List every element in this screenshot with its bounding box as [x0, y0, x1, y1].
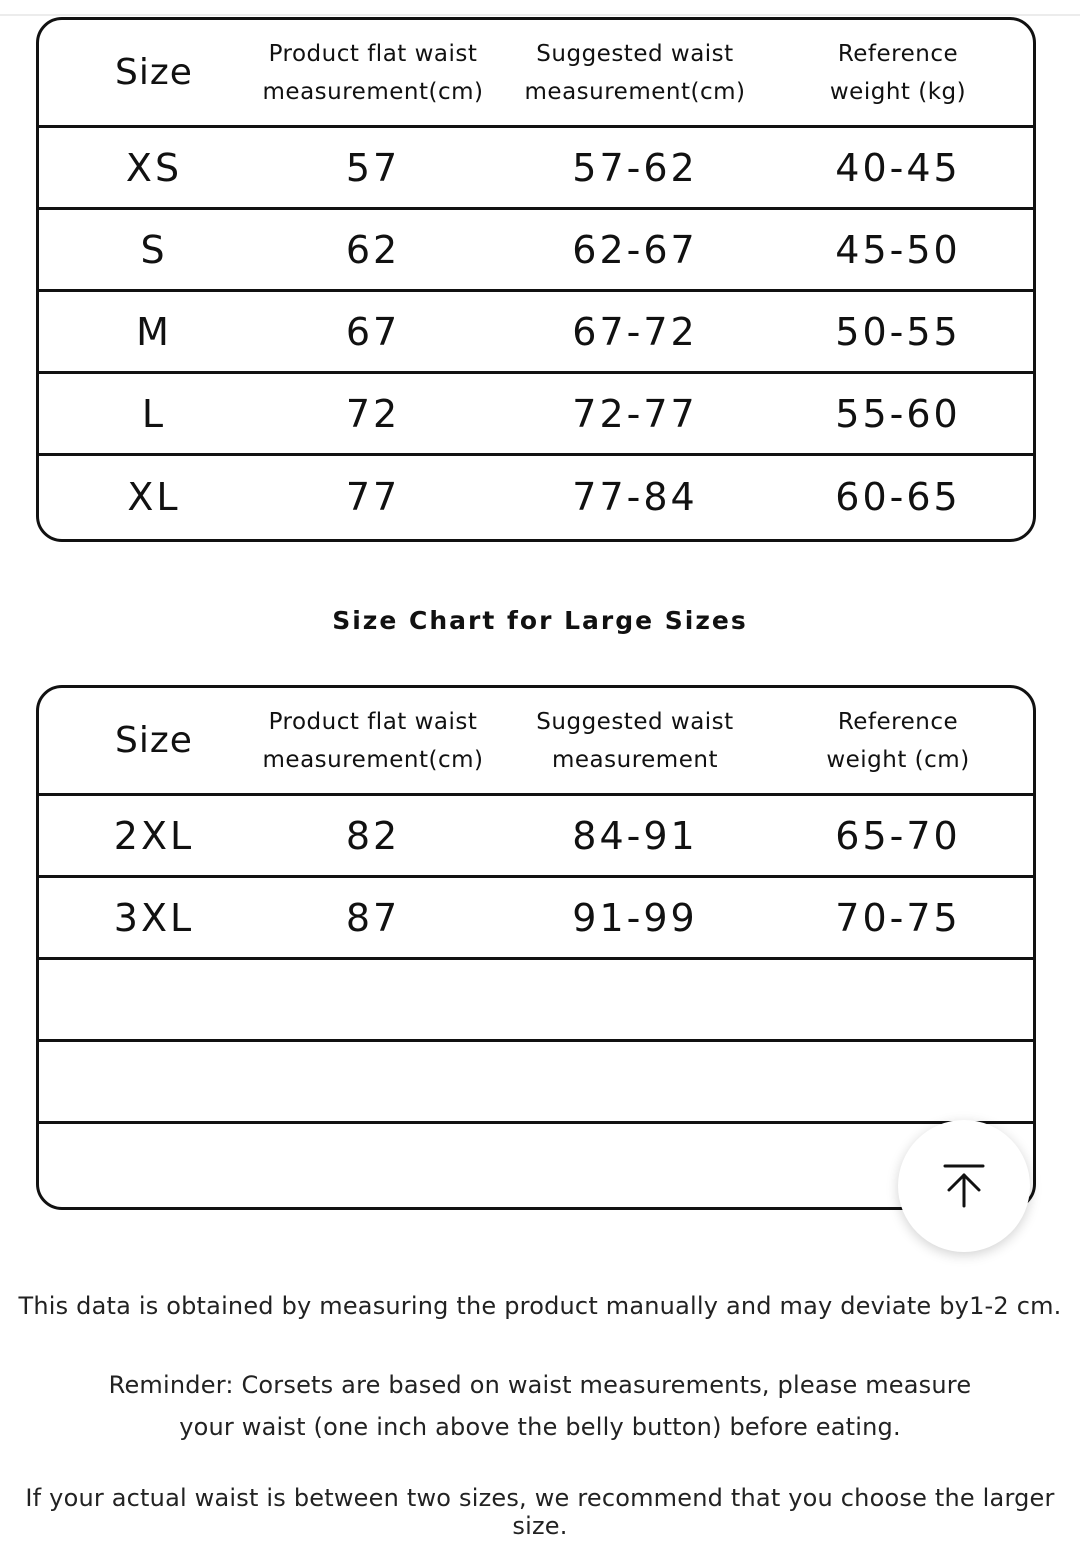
top-divider	[0, 14, 1080, 16]
weight-cell: 60-65	[835, 475, 961, 519]
table-header-row	[39, 20, 1033, 128]
measurement-note: This data is obtained by measuring the product manually and may deviate by1-2 cm.	[18, 1292, 1062, 1320]
weight-cell: 55-60	[835, 391, 961, 436]
size-cell: 3XL	[113, 895, 195, 940]
header-size: Size	[115, 720, 193, 761]
flat-waist-cell: 87	[345, 895, 401, 940]
flat-waist-cell	[253, 1124, 493, 1206]
flat-waist-cell: 67	[345, 309, 401, 354]
weight-cell: 65-70	[835, 813, 961, 858]
weight-cell	[775, 960, 1021, 1039]
suggested-waist-cell: 67-72	[572, 309, 698, 354]
header-suggested-waist: Suggested waist measurement	[536, 708, 734, 773]
suggested-waist-cell	[505, 1042, 765, 1121]
suggested-waist-cell: 91-99	[572, 895, 698, 940]
header-reference-weight: Reference weight (cm)	[826, 708, 970, 773]
reminder-note: Reminder: Corsets are based on waist measurements, please measure your waist (one inch above the belly button) before eating.	[108, 1371, 972, 1441]
flat-waist-cell: 62	[345, 227, 401, 272]
suggested-waist-cell: 72-77	[572, 391, 698, 436]
flat-waist-cell	[253, 960, 493, 1039]
size-chart-table	[36, 17, 1036, 542]
header-flat-waist: Product flat waist measurement(cm)	[262, 708, 484, 773]
table-row-empty	[39, 960, 1033, 1042]
scroll-to-top-button[interactable]	[898, 1120, 1030, 1252]
suggested-waist-cell	[505, 960, 765, 1039]
table-row-empty	[39, 1042, 1033, 1124]
table-row	[39, 128, 1033, 210]
table-header-row	[39, 688, 1033, 796]
suggested-waist-cell: 77-84	[572, 475, 698, 519]
suggested-waist-cell: 57-62	[572, 145, 698, 190]
arrow-up-to-top-icon	[942, 1163, 986, 1209]
recommendation-note: If your actual waist is between two sizes, we recommend that you choose the larger size.	[25, 1484, 1055, 1540]
size-cell: M	[136, 309, 172, 354]
suggested-waist-cell	[505, 1124, 765, 1206]
weight-cell: 50-55	[835, 309, 961, 354]
suggested-waist-cell: 84-91	[572, 813, 698, 858]
size-cell: XS	[125, 145, 183, 190]
size-cell: S	[140, 227, 168, 272]
size-cell	[59, 1042, 249, 1121]
header-flat-waist: Product flat waist measurement(cm)	[262, 40, 484, 105]
size-cell	[59, 1124, 249, 1206]
size-cell: 2XL	[113, 813, 195, 858]
table-row	[39, 456, 1033, 538]
flat-waist-cell: 57	[345, 145, 401, 190]
table-row	[39, 292, 1033, 374]
table-row-empty	[39, 1124, 1033, 1206]
suggested-waist-cell: 62-67	[572, 227, 698, 272]
table-row	[39, 210, 1033, 292]
flat-waist-cell	[253, 1042, 493, 1121]
header-suggested-waist: Suggested waist measurement(cm)	[524, 40, 746, 105]
flat-waist-cell: 72	[345, 391, 401, 436]
large-size-chart-table	[36, 685, 1036, 1210]
large-sizes-title: Size Chart for Large Sizes	[332, 606, 748, 635]
weight-cell: 40-45	[835, 145, 961, 190]
table-row	[39, 374, 1033, 456]
flat-waist-cell: 77	[345, 475, 401, 519]
weight-cell: 70-75	[835, 895, 961, 940]
header-reference-weight: Reference weight (kg)	[829, 40, 967, 105]
size-cell: L	[141, 391, 167, 436]
weight-cell: 45-50	[835, 227, 961, 272]
size-cell: XL	[127, 475, 181, 519]
table-row	[39, 796, 1033, 878]
flat-waist-cell: 82	[345, 813, 401, 858]
weight-cell	[775, 1042, 1021, 1121]
header-size: Size	[115, 52, 193, 93]
table-row	[39, 878, 1033, 960]
size-cell	[59, 960, 249, 1039]
